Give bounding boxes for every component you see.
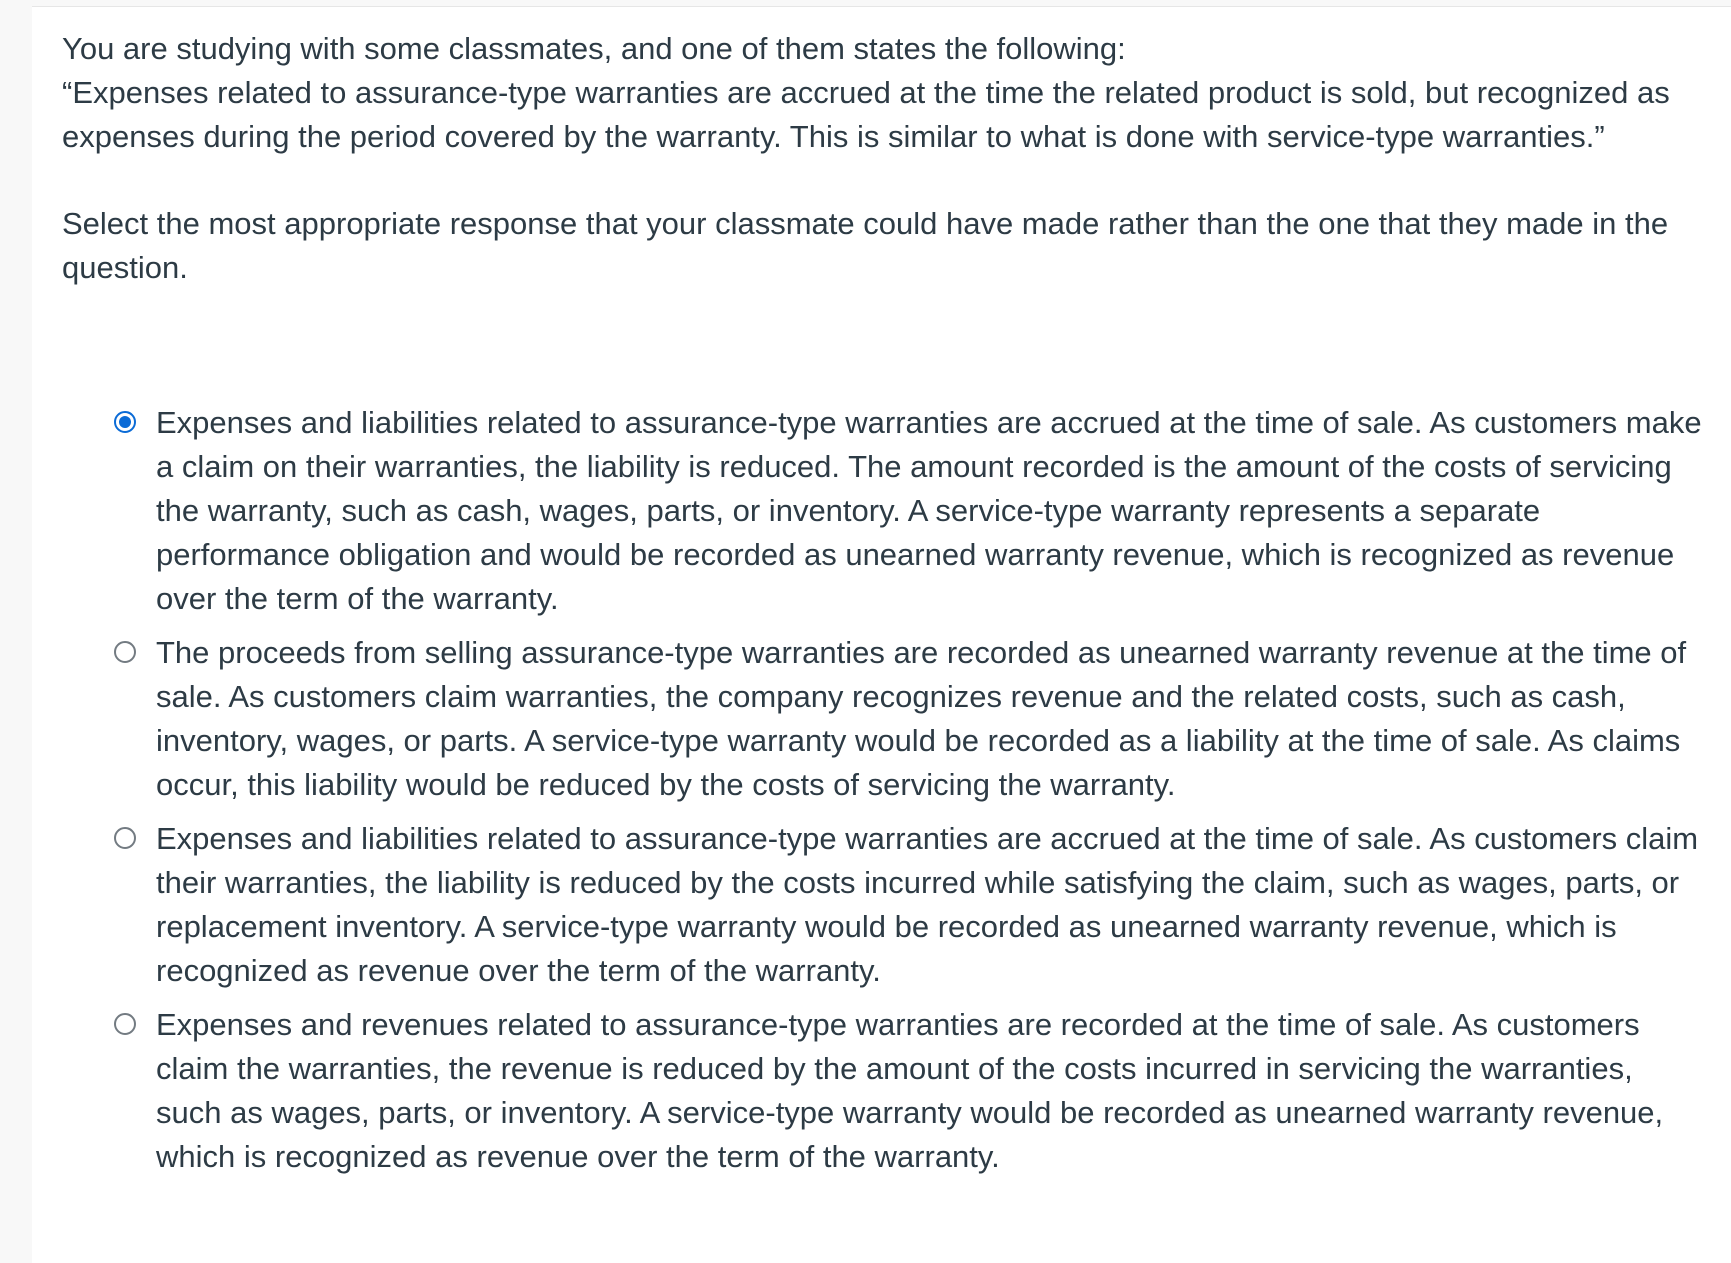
answer-option-2[interactable] (112, 631, 1702, 807)
answer-option-text[interactable]: The proceeds from selling assurance-type warranties are recorded as unearned warranty revenue at the time of sale. As customers claim warranties, the company recognizes revenue and the related costs, such as cash, inventory, wages, or parts. A service-type warranty would be recorded as a liability at the time of sale. As claims occur, this liability would be reduced by the costs of servicing the warranty. (156, 635, 1687, 802)
radio-button-icon[interactable] (114, 1013, 136, 1035)
answer-option-1[interactable] (112, 401, 1702, 621)
question-quote: “Expenses related to assurance-type warranties are accrued at the time the related product is sold, but recognized as expenses during the period covered by the warranty. This is similar to what is done with service-type warranties.” (62, 75, 1670, 154)
answer-option-text[interactable]: Expenses and liabilities related to assurance-type warranties are accrued at the time of sale. As customers claim their warranties, the liability is reduced by the costs incurred while satisfying the claim, such as wages, parts, or replacement inventory. A service-type warranty would be recorded as unearned warranty revenue, which is recognized as revenue over the term of the warranty. (156, 821, 1699, 988)
answer-list (112, 401, 1702, 1189)
answer-option-3[interactable] (112, 817, 1702, 993)
question-prompt: Select the most appropriate response that your classmate could have made rather than the one that they made in the question. (62, 206, 1669, 285)
answer-option-4[interactable] (112, 1003, 1702, 1179)
radio-button-icon[interactable] (114, 827, 136, 849)
quiz-question-panel (32, 6, 1731, 1263)
radio-button-selected-icon[interactable] (114, 411, 136, 433)
question-text (62, 27, 1712, 290)
answer-option-text[interactable]: Expenses and revenues related to assurance-type warranties are recorded at the time of sale. As customers claim the warranties, the revenue is reduced by the amount of the costs incurred in servicing the warranties, such as wages, parts, or inventory. A service-type warranty would be recorded as unearned warranty revenue, which is recognized as revenue over the term of the warranty. (156, 1007, 1664, 1174)
answer-option-text[interactable]: Expenses and liabilities related to assurance-type warranties are accrued at the time of sale. As customers make a claim on their warranties, the liability is reduced. The amount recorded is the amount of the costs of servicing the warranty, such as cash, wages, parts, or inventory. A service-type warranty represents a separate performance obligation and would be recorded as unearned warranty revenue, which is recognized as revenue over the term of the warranty. (156, 405, 1702, 616)
question-intro: You are studying with some classmates, and one of them states the following: (62, 31, 1126, 66)
radio-button-icon[interactable] (114, 641, 136, 663)
